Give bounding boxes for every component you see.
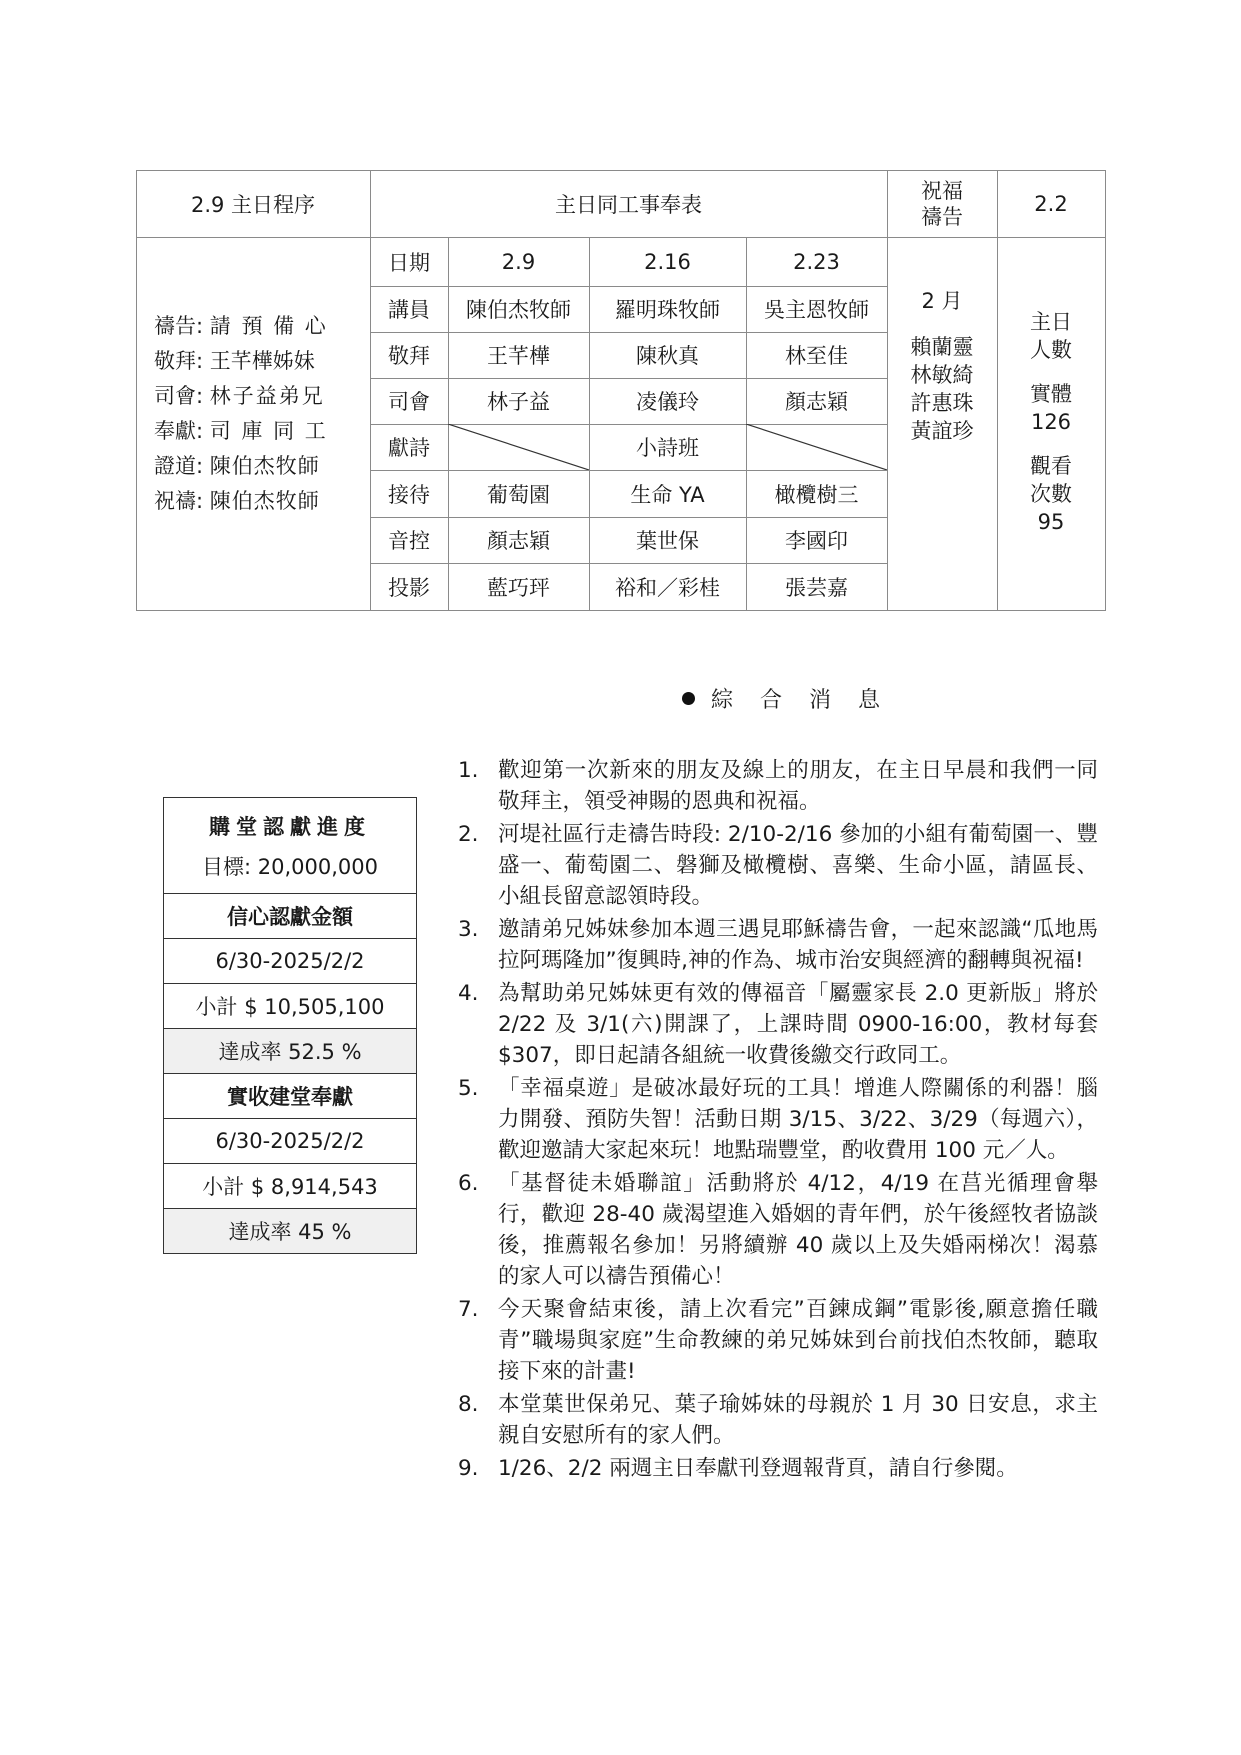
duty-row-label: 接待 bbox=[388, 482, 430, 507]
duty-table-title: 主日同工事奉表 bbox=[555, 192, 702, 217]
news-item: 9. 1/26、2/2 兩週主日奉獻刊登週報背頁，請自行參閱。 bbox=[458, 1456, 1018, 1481]
program-title: 2.9 主日程序 bbox=[190, 192, 316, 217]
duty-cell: 生命 YA bbox=[630, 482, 705, 507]
duty-cell: 王芊樺 bbox=[487, 344, 550, 368]
actual-offering-period: 6/30-2025/2/2 bbox=[164, 1118, 416, 1163]
duty-cell: 橄欖樹三 bbox=[774, 482, 859, 507]
faith-pledge-subtotal: 小計 $ 10,505,100 bbox=[164, 983, 416, 1028]
pledge-title: 購堂認獻進度 bbox=[209, 814, 371, 839]
order-of-service bbox=[154, 309, 364, 519]
duty-cell: 林子益 bbox=[487, 390, 550, 414]
date-header: 2.23 bbox=[793, 249, 840, 274]
duty-row-label: 投影 bbox=[388, 575, 430, 600]
news-item: 7. 今天聚會結束後，請上次看完”百鍊成鋼”電影後,願意擔任職青”職場與家庭”生命教練的弟兄姊妹到台前找伯杰牧師，聽取接下來的計畫! bbox=[458, 1297, 1098, 1384]
news-item: 1. 歡迎第一次新來的朋友及線上的朋友，在主日早晨和我們一同敬拜主，領受神賜的恩典和祝福。 bbox=[458, 758, 1098, 814]
pledge-goal: 目標: 20,000,000 bbox=[202, 854, 378, 879]
duty-row-label: 講員 bbox=[388, 298, 430, 322]
duty-cell: 葡萄園 bbox=[487, 482, 550, 507]
blessing-name: 林敏綺 bbox=[910, 363, 974, 387]
blessing-name: 許惠珠 bbox=[910, 391, 974, 415]
order-line: 禱告: 請 預 備 心 bbox=[154, 314, 328, 338]
duty-cell: 藍巧玶 bbox=[487, 575, 550, 600]
date-header: 2.9 bbox=[501, 249, 536, 274]
news-list bbox=[458, 755, 1098, 1486]
duty-cell: 裕和／彩桂 bbox=[615, 575, 720, 600]
blessing-month: 2 月 bbox=[921, 289, 963, 313]
attendance-label: 主日 人數 bbox=[1030, 310, 1072, 362]
date-header: 2.16 bbox=[644, 249, 691, 274]
news-item: 4. 為幫助弟兄姊妹更有效的傳福音「屬靈家長 2.0 更新版」將於 2/22 及 3/1(六)開課了，上課時間 0900-16:00，教材每套$307，即日起請各組統一收費後繳交行政同工。 bbox=[458, 981, 1098, 1068]
duty-row-label: 音控 bbox=[388, 529, 430, 553]
blessing-name: 黃誼珍 bbox=[910, 419, 974, 443]
views-value: 95 bbox=[1037, 510, 1065, 534]
actual-offering-subtotal: 小計 $ 8,914,543 bbox=[164, 1163, 416, 1208]
pledge-progress-table bbox=[163, 797, 417, 1254]
empty-cell-slash bbox=[448, 424, 589, 470]
attendance-stats bbox=[997, 308, 1105, 536]
duty-cell: 顏志穎 bbox=[487, 529, 550, 553]
news-item: 5. 「幸福桌遊」是破冰最好玩的工具！增進人際關係的利器！腦力開發、預防失智！活動日期 3/15、3/22、3/29（每週六），歡迎邀請大家起來玩！地點瑞豐堂，酌收費用 100 元／人。 bbox=[458, 1076, 1098, 1163]
actual-offering-title: 實收建堂奉獻 bbox=[164, 1073, 416, 1118]
in-person-label: 實體 bbox=[1030, 382, 1072, 406]
duty-cell: 凌儀玲 bbox=[636, 390, 699, 414]
news-item: 8. 本堂葉世保弟兄、葉子瑜姊妹的母親於 1 月 30 日安息，求主親自安慰所有的家人們。 bbox=[458, 1392, 1098, 1448]
actual-offering-rate: 達成率 45 % bbox=[164, 1208, 416, 1253]
blessing-name: 賴蘭靈 bbox=[910, 335, 974, 359]
views-label: 觀看 次數 bbox=[1030, 454, 1072, 506]
news-item: 3. 邀請弟兄姊妹參加本週三遇見耶穌禱告會，一起來認識“瓜地馬拉阿瑪隆加”復興時,神的作為、城市治安與經濟的翻轉與祝福! bbox=[458, 917, 1098, 973]
news-heading bbox=[682, 683, 890, 713]
order-line: 證道: 陳伯杰牧師 bbox=[154, 454, 320, 478]
order-line: 祝禱: 陳伯杰牧師 bbox=[154, 489, 320, 513]
duty-cell: 張芸嘉 bbox=[785, 575, 848, 600]
faith-pledge-rate: 達成率 52.5 % bbox=[164, 1028, 416, 1073]
duty-cell: 林至佳 bbox=[785, 344, 848, 368]
duty-cell: 陳伯杰牧師 bbox=[466, 298, 571, 322]
duty-row-label: 獻詩 bbox=[388, 436, 430, 460]
blessing-prayer-title: 祝福 禱告 bbox=[921, 178, 963, 229]
order-line: 司會: 林子益弟兄 bbox=[154, 384, 325, 408]
duty-cell: 羅明珠牧師 bbox=[615, 298, 720, 322]
faith-pledge-title: 信心認獻金額 bbox=[164, 893, 416, 938]
attendance-date: 2.2 bbox=[1034, 191, 1068, 216]
date-header-label: 日期 bbox=[388, 250, 430, 275]
duty-cell: 李國印 bbox=[785, 529, 848, 553]
duty-row-label: 司會 bbox=[388, 390, 430, 414]
news-item: 6. 「基督徒未婚聯誼」活動將於 4/12，4/19 在莒光循理會舉行，歡迎 28-40 歲渴望進入婚姻的青年們，於午後經牧者協談後，推薦報名參加！另將續辦 40 歲以上及失婚兩梯次！渴慕的家人可以禱告預備心！ bbox=[458, 1171, 1098, 1289]
duty-cell: 小詩班 bbox=[636, 436, 699, 460]
bullet-icon bbox=[682, 692, 695, 705]
duty-cell: 吳主恩牧師 bbox=[764, 298, 869, 322]
pledge-header bbox=[164, 798, 416, 893]
duty-cell: 顏志穎 bbox=[785, 390, 848, 414]
in-person-value: 126 bbox=[1030, 410, 1072, 434]
duty-row-label: 敬拜 bbox=[388, 344, 430, 368]
duty-cell: 葉世保 bbox=[636, 529, 699, 553]
blessing-prayer-list bbox=[887, 287, 997, 445]
faith-pledge-period: 6/30-2025/2/2 bbox=[164, 938, 416, 983]
order-line: 奉獻: 司 庫 同 工 bbox=[154, 419, 328, 443]
empty-cell-slash bbox=[746, 424, 887, 470]
duty-cell: 陳秋真 bbox=[636, 344, 699, 368]
news-heading-text: 綜 合 消 息 bbox=[711, 687, 890, 713]
order-line: 敬拜: 王芊樺姊妹 bbox=[154, 349, 315, 373]
news-item: 2. 河堤社區行走禱告時段: 2/10-2/16 參加的小組有葡萄園一、豐盛一、葡萄園二、磐獅及橄欖樹、喜樂、生命小區，請區長、小組長留意認領時段。 bbox=[458, 822, 1098, 909]
